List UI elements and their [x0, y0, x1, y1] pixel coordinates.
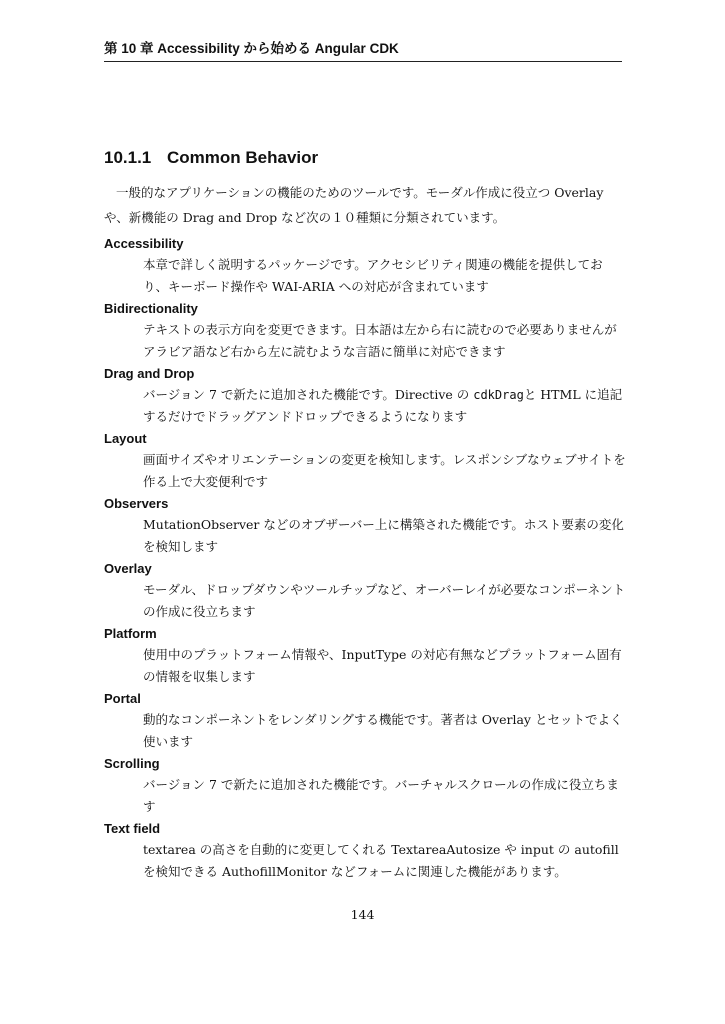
entry-description: 画面サイズやオリエンテーションの変更を検知します。レスポンシブなウェブサイトを作る上で大変便利です — [143, 452, 626, 489]
entry-term: Accessibility — [104, 236, 184, 251]
entry-platform — [104, 623, 626, 688]
entry-term: Bidirectionality — [104, 301, 198, 316]
entry-scrolling — [104, 753, 626, 818]
entry-bidirectionality — [104, 298, 626, 363]
entry-term: Overlay — [104, 561, 152, 576]
code-cdkdrag: cdkDrag — [473, 388, 524, 402]
desc-text-after: と HTML に追記するだけでドラッグアンドドロップできるようになります — [143, 387, 623, 424]
entry-description — [143, 384, 626, 428]
entry-portal — [104, 688, 626, 753]
entry-description: モーダル、ドロップダウンやツールチップなど、オーバーレイが必要なコンポーネントの作成に役立ちます — [143, 582, 626, 619]
entry-overlay — [104, 558, 626, 623]
intro-paragraph: 一般的なアプリケーションの機能のためのツールです。モーダル作成に役立つ Overlay や、新機能の Drag and Drop など次の１０種類に分類されています。 — [104, 185, 604, 225]
page-number: 144 — [350, 907, 375, 922]
entry-observers — [104, 493, 626, 558]
section-title: Common Behavior — [167, 148, 319, 167]
entry-term: Layout — [104, 431, 147, 446]
entry-drag-and-drop — [104, 363, 626, 428]
section-heading — [104, 146, 318, 170]
entry-text-field — [104, 818, 626, 883]
entry-term: Drag and Drop — [104, 366, 195, 381]
entry-description: 本章で詳しく説明するパッケージです。アクセシビリティ関連の機能を提供しており、キーボード操作や WAI-ARIA への対応が含まれています — [143, 257, 603, 294]
entry-description: 使用中のプラットフォーム情報や、InputType の対応有無などプラットフォーム固有の情報を収集します — [143, 647, 622, 684]
entry-description: バージョン 7 で新たに追加された機能です。バーチャルスクロールの作成に役立ちます — [143, 777, 619, 814]
entry-term: Portal — [104, 691, 141, 706]
entry-term: Text field — [104, 821, 161, 836]
desc-text-before: バージョン 7 で新たに追加された機能です。Directive の — [143, 387, 474, 402]
entry-layout — [104, 428, 626, 493]
entry-description: textarea の高さを自動的に変更してくれる TextareaAutosize や input の autofill を検知できる AuthofillMonitor などフォームに関連した機能があります。 — [143, 842, 619, 879]
entry-description: MutationObserver などのオブザーバー上に構築された機能です。ホスト要素の変化を検知します — [143, 517, 624, 554]
entry-term: Scrolling — [104, 756, 160, 771]
definition-list — [104, 233, 626, 883]
entry-description: テキストの表示方向を変更できます。日本語は左から右に読むので必要ありませんがアラビア語など右から左に読むような言語に簡単に対応できます — [143, 322, 617, 359]
entry-description: 動的なコンポーネントをレンダリングする機能です。著者は Overlay とセットでよく使います — [143, 712, 623, 749]
entry-term: Platform — [104, 626, 157, 641]
entry-term: Observers — [104, 496, 169, 511]
running-header: 第 10 章 Accessibility から始める Angular CDK — [104, 41, 399, 56]
entry-accessibility — [104, 233, 626, 298]
header-rule — [104, 61, 622, 62]
section-number: 10.1.1 — [104, 148, 152, 167]
